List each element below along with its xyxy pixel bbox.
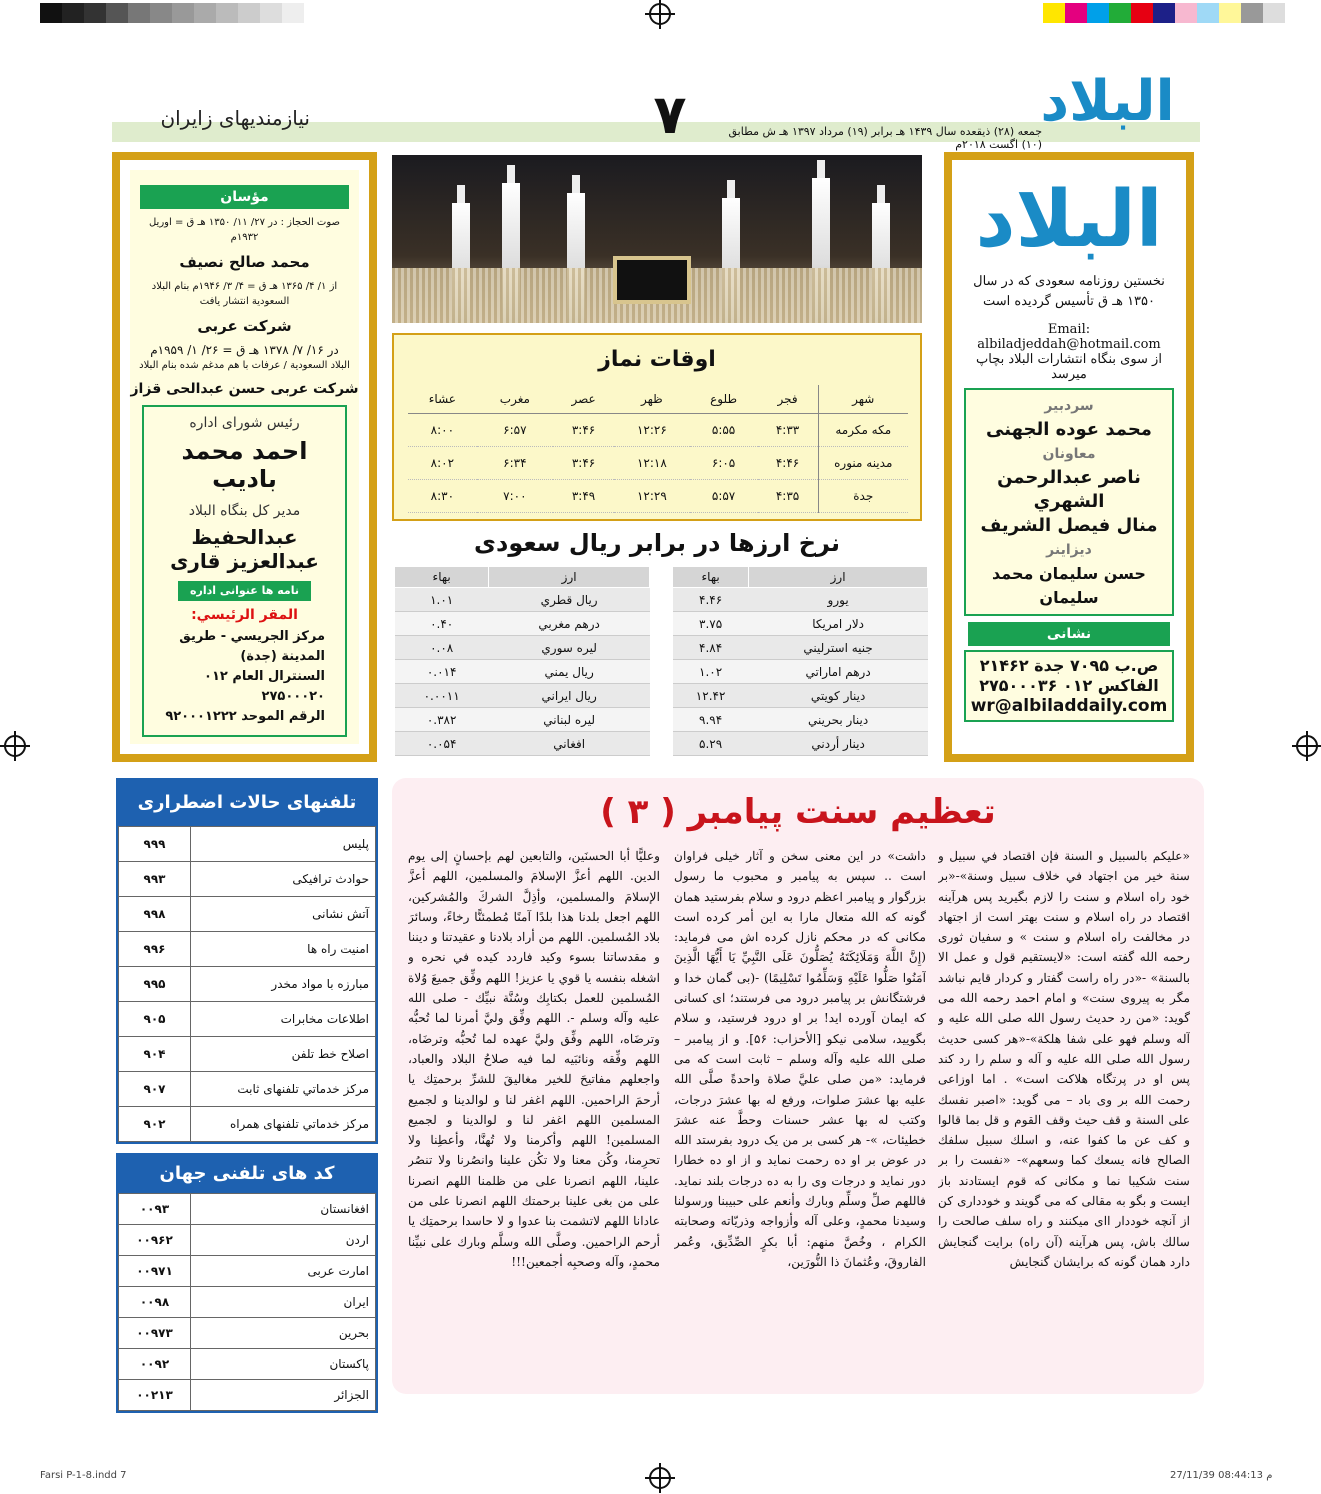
- gm-role: مدير كل بنگاه البلاد: [188, 503, 301, 519]
- address-heading: نامه ها عنوانى اداره: [178, 581, 311, 601]
- table-row: افغانستان ۰۰۹۳: [119, 1194, 376, 1225]
- founders-line: از ۱/ ۴/ ۱۳۶۵ هـ ق = ۴/ ۳/ ۱۹۴۶م بنام البلاد السعودية انتشار يافت: [151, 281, 338, 307]
- color-swatches: [1043, 3, 1285, 23]
- table-row: پليس ۹۹۹: [119, 827, 376, 862]
- table-row: دينار أردني ۵.۲۹: [673, 732, 928, 756]
- chair-name: احمد محمد باديب: [181, 437, 308, 493]
- masthead-address-heading: نشانى: [968, 622, 1170, 646]
- table-row: دينار بحريني ۹.۹۴: [673, 708, 928, 732]
- table-row: امارت عربی ۰۰۹۷۱: [119, 1256, 376, 1287]
- table-row: جنيه استرليني ۴.۸۴: [673, 636, 928, 660]
- article-box: [392, 778, 1204, 1394]
- table-row: افغاني ۰.۰۵۴: [395, 732, 650, 756]
- address-line: الفاكس ۰۱۲ ۲۷۵۰۰۰۳۶: [979, 676, 1159, 695]
- masthead-logo: البلاد: [975, 175, 1163, 265]
- table-row: جدة ۴:۳۵ ۵:۵۷ ۱۲:۲۹ ۳:۴۹ ۷:۰۰ ۸:۳۰: [408, 479, 908, 512]
- table-row: درهم مغربي ۰.۴۰: [395, 612, 650, 636]
- world-codes-title: كد هاى تلفنى جهان: [118, 1155, 376, 1193]
- table-row: مبارزه با مواد مخدر ۹۹۵: [119, 967, 376, 1002]
- table-row: پاكستان ۰۰۹۲: [119, 1349, 376, 1380]
- founders-heading: مؤسان: [140, 185, 349, 209]
- chair-role: رئيس شوراى اداره: [189, 415, 300, 431]
- table-row: يورو ۴.۴۶: [673, 588, 928, 612]
- masthead-box: [944, 152, 1194, 762]
- founders-line: صوت الحجاز : در ۲۷/ ۱۱/ ۱۳۵۰ هـ ق = اوريل ۱۹۳۲م: [148, 217, 341, 243]
- table-row: بحرين ۰۰۹۷۳: [119, 1318, 376, 1349]
- currency-table-right: [672, 566, 928, 756]
- table-row: مركز خدماتي تلفنهاى همراه ۹۰۲: [119, 1107, 376, 1142]
- hq-label: المقر الرئيسي:: [191, 607, 298, 623]
- emergency-title: تلفنهاى حالات اضطرارى: [118, 780, 376, 826]
- masthead-address: [964, 650, 1174, 722]
- staff-box: [964, 388, 1174, 616]
- registration-mark-icon: [1296, 735, 1318, 757]
- table-row: درهم اماراتي ۱.۰۲: [673, 660, 928, 684]
- table-row: ريال قطري ۱.۰۱: [395, 588, 650, 612]
- assistant-name: ناصر عبدالرحمن الشهري: [997, 467, 1141, 512]
- article-title: تعظيم سنت پيامبر ( ۳ ): [600, 792, 996, 832]
- file-name: Farsi P-1-8.indd 7: [40, 1470, 127, 1481]
- founders-box: [112, 152, 377, 762]
- website-link[interactable]: wr@albiladdaily.com: [970, 696, 1168, 716]
- prayer-header: ظهر: [614, 385, 689, 413]
- section-title: نیازمندیهای زایران: [160, 106, 310, 130]
- table-row: اطلاعات مخابرات ۹۰۵: [119, 1002, 376, 1037]
- price-header: بهاء: [673, 567, 749, 588]
- table-row: ريال ايراني ۰.۰۰۱۱: [395, 684, 650, 708]
- table-row: ليره سوري ۰.۰۸: [395, 636, 650, 660]
- prayer-header: طلوع: [690, 385, 758, 413]
- table-row: مكه مكرمه ۴:۳۳ ۵:۵۵ ۱۲:۲۶ ۳:۴۶ ۶:۵۷ ۸:۰۰: [408, 413, 908, 446]
- emergency-numbers-box: [116, 778, 378, 1144]
- prayer-header: مغرب: [477, 385, 553, 413]
- table-row: حوادث ترافيكى ۹۹۳: [119, 862, 376, 897]
- table-row: مركز خدماتي تلفنهاى ثابت ۹۰۷: [119, 1072, 376, 1107]
- company-name: شركت عربى حسن عبدالحى قزاز: [130, 381, 359, 397]
- grayscale-swatches: [40, 3, 304, 23]
- price-header: بهاء: [395, 567, 489, 588]
- table-row: امنيت راه ها ۹۹۶: [119, 932, 376, 967]
- table-row: آتش نشانى ۹۹۸: [119, 897, 376, 932]
- founder-name: محمد صالح نصيف: [179, 253, 310, 271]
- print-timestamp: 27/11/39 08:44:13 م: [1170, 1470, 1273, 1481]
- kaaba-shape: [617, 260, 687, 300]
- prayer-table: [408, 385, 908, 513]
- designer-name: حسن سليمان محمد سليمان: [992, 564, 1146, 607]
- hq-line: السنترال العام ۰۱۲ ۲۷۵۰۰۰۲۰: [204, 669, 325, 704]
- mecca-photo: [392, 155, 922, 323]
- table-row: اصلاح خط تلفن ۹۰۴: [119, 1037, 376, 1072]
- gm-name: عبدالحفيظ عبدالعزيز قارى: [170, 525, 319, 573]
- assistants-role: معاونان: [1042, 446, 1096, 462]
- article-column-2: داشت» در اين معنى سخن و آثار خيلى فراوان است .. سپس به پيامبر و محبوب ما رسول بزرگوار و پيامبر اعظم درود و سلام بفرستيد همان گونه كه الله متعال مارا به اين أمر كرده است مكانى كه در محكم نازل كرده اش مى فرمايد: (إِنَّ اللَّهَ وَمَلَائِكَتَهُ يُصَلُّونَ عَلَى النَّبِيِّ يَا أَيُّهَا الَّذِينَ آمَنُوا صَلُّوا عَلَيْهِ وَسَلِّمُوا تَسْلِيمًا) -(بى گمان خدا و فرشتگانش بر پيامبر درود مى فرستند؛ اى كسانى كه ايمان آورده ايد! بر او درود فرستيد، و سلام بگوييد، سلامى نيكو [الأحزاب: ۵۶]. و از پيامبر – صلى الله عليه وآله وسلم – ثابت است كه مى فرمايد: «من صلى عليَّ صلاة واحدةً صلَّى الله عليه بها عشرَ صلوات، ورفع له بها عشرَ درجات، وكتب له بها عشر حسنات وحطَّ عنه عشرَ خطيئات، »- هر كسى بر من يک درود بفرستد الله در عوض بر او ده رحمت نمايد و از او ده خطارا دور نمايد و درجات وى را به ده درجات بلند نمايد. فاللهم صلِّ وسلِّم وبارك وأنعم على حبيبنا ورسولنا وسيدنا محمدٍ، وعلى آله وأزواجه وذريّاته وصحابته الكرام ، وخُصَّ منهم: أبا بكرٍ الصِّدِّيق، وعُمر الفاروقَ، وعُثمانَ ذا النُّورَين،: [674, 849, 926, 1269]
- table-row: ايران ۰۰۹۸: [119, 1287, 376, 1318]
- table-row: دينار كويتي ۱۲.۴۲: [673, 684, 928, 708]
- table-row: دلار امريكا ۳.۷۵: [673, 612, 928, 636]
- editor-name: محمد عوده الجهنى: [986, 419, 1152, 440]
- management-box: [142, 405, 347, 737]
- address-line: ص.ب ۷۰۹۵ جدة ۲۱۴۶۲: [979, 656, 1159, 675]
- registration-mark-icon: [649, 1467, 671, 1489]
- table-row: اردن ۰۰۹۶۲: [119, 1225, 376, 1256]
- table-row: الجزائر ۰۰۲۱۳: [119, 1380, 376, 1411]
- hq-line: مركز الجريسي - طريق المدينة (جدة): [179, 629, 325, 664]
- table-row: ريال يمني ۰.۰۱۴: [395, 660, 650, 684]
- world-codes-table: [118, 1193, 376, 1411]
- masthead-intro: نخستين روزنامه سعودى كه در سال ۱۳۵۰ هـ ق تأسيس گرديده است: [973, 274, 1165, 309]
- prayer-header: عشاء: [408, 385, 477, 413]
- prayer-times-box: [392, 333, 922, 521]
- hq-line: الرقم الموحد ۹۲۰۰۰۱۲۲۲: [165, 709, 325, 724]
- company-name: شركت عربی: [197, 317, 292, 335]
- world-codes-box: [116, 1153, 378, 1413]
- emergency-table: [118, 826, 376, 1142]
- assistant-name: منال فيصل الشريف: [980, 515, 1158, 536]
- masthead-email: Email: albiladjeddah@hotmail.com: [977, 322, 1161, 352]
- article-column-3: وعليًّا أبا الحسنَين، والتابعين لهم بإحسانٍ إلى يوم الدين. اللهم أعزَّ الإسلامَ والمسلمين، اللهم أعزَّ الإسلامَ والمسلمين، وأذِلَّ الشركَ والمُشركين، اللهم اجعل بلدنا هذا بلدًا آمنًا مُطمئنًّا رخاءً، وسائرَ بلاد المُسلمين. اللهم من أراد بلادنا و عقيدتنا و ديننا و مقدساتنا بسوء وكيد فاردد كيده في نحره و اشغله بنفسه يا قوي يا عزيز! اللهم وفِّق جميعَ وُلاة المُسلمين للعمل بكتابِك وسُنَّة نبيِّك - صلى الله عليه وآله وسلم -. اللهم وفِّق وليَّ أمرنا لما تُحبُّه وترضَاه، اللهم وفِّق وليَّ عهده لما تُحبُّه وترضَاه، اللهم وفِّقه ونائبَيه لما فيه صلاحُ البلاد والعباد، واجعلهم مفاتيحَ للخير مغاليقَ للشرِّ برحمتِك يا أرحمَ الراحمين. اللهم اغفر لنا و لوالدينا و لجميع المسلمين اللهم اغفر لنا و لوالدينا و لجميع المسلمين! اللهم وأكرمنا ولا تُهنَّا، وأعطِنا ولا تحرِمنا، وكُن معنا ولا تكُن علينا وانصُرنا ولا تنصُر علينا، اللهم انصرنا على من ظلمنا اللهم انصرنا على من بغى علينا برحمتك اللهم انصرنا على من عادانا اللهم لاتشمت بنا عدوا و لا حاسدا برحمتِك يا أرحم الراحمين. وصلَّى الله وسلَّم وبارك على نبيِّنا محمدٍ، وآله وصحبِه أجمعين!!!: [408, 849, 660, 1269]
- editor-role: سردبير: [1044, 398, 1094, 414]
- prayer-header: شهر: [818, 385, 908, 413]
- masthead-publisher: از سوى بنگاه انتشارات البلاد بچاپ ميرسد: [976, 352, 1162, 382]
- currency-table-left: [394, 566, 650, 756]
- page-number: ۷: [653, 83, 687, 146]
- registration-mark-icon: [649, 3, 671, 25]
- designer-role: ديزاينر: [1046, 542, 1092, 558]
- prayer-title: اوقات نماز: [598, 347, 716, 372]
- registration-mark-icon: [4, 735, 26, 757]
- currency-header: ارز: [489, 567, 650, 588]
- table-row: ليره لبناني ۰.۳۸۲: [395, 708, 650, 732]
- article-column-1: «عليكم بالسبيل و السنة فإن اقتصاد في سبيل و سنة خير من اجتهاد في خلاف سبيل وسنة»-«بر خود راه اسلام و سنت را لازم بگيريد پس هرآينه اقتصاد در راه اسلام و سنت بهتر است از اجتهاد در مخالفت راه اسلام و سنت » و سفيان ثورى رحمه الله گفته است: «لايستقيم قول و عمل الا بالسنة» -«در راه راست گفتار و كردار قايم نباشد مگر به پيروى سنت» و امام احمد رحمه الله مى گويد: «من رد حديث رسول الله صلى الله عليه و آله وسلم فهو على شفا هلكة»-«هر كسى حديث رسول الله صلى الله عليه و آله و سلم را رد كند پس او در پرتگاه هلاكت است» . اما اوزاعى رحمت الله بر وى باد – مى گويد: «اصبر نفسك على السنة و قف حيث وقف القوم و قل بما قالوا و كف عن ما كفوا عنه، و اسلك سبيل سلفك الصالح فانه يسعك كما وسعهم»- «نفست را بر سنت شكيبا نما و مكانى كه قوم ايستادند باز ايست و بگو به مقالى كه مى گويند و خوددارى كن از آنچه خوددار ااى ميكنند و راه سلف صالحت را سالك باش، پس هرآينه (آن راه) برايت گنجايش دارد همان گونه كه برايشان گنجايش: [938, 849, 1190, 1269]
- founders-line: البلاد السعودية / عرفات با هم مدغم شده بنام البلاد: [139, 360, 350, 371]
- header-logo: البلاد: [1040, 69, 1175, 134]
- currency-header: ارز: [749, 567, 928, 588]
- prayer-header: فجر: [758, 385, 818, 413]
- date-line: جمعه (۲۸) ذيقعده سال ۱۴۳۹ هـ برابر (۱۹) مرداد ۱۳۹۷ هـ ش مطابق (۱۰) اگست ۲۰۱۸م: [728, 125, 1042, 151]
- table-row: مدينه منوره ۴:۴۶ ۶:۰۵ ۱۲:۱۸ ۳:۴۶ ۶:۳۴ ۸:۰۲: [408, 446, 908, 479]
- founders-line: در ۱۶/ ۷/ ۱۳۷۸ هـ ق = ۲۶/ ۱/ ۱۹۵۹م: [150, 343, 339, 357]
- prayer-header: عصر: [553, 385, 614, 413]
- currency-title: نرخ ارزها در برابر ريال سعودى: [474, 529, 840, 557]
